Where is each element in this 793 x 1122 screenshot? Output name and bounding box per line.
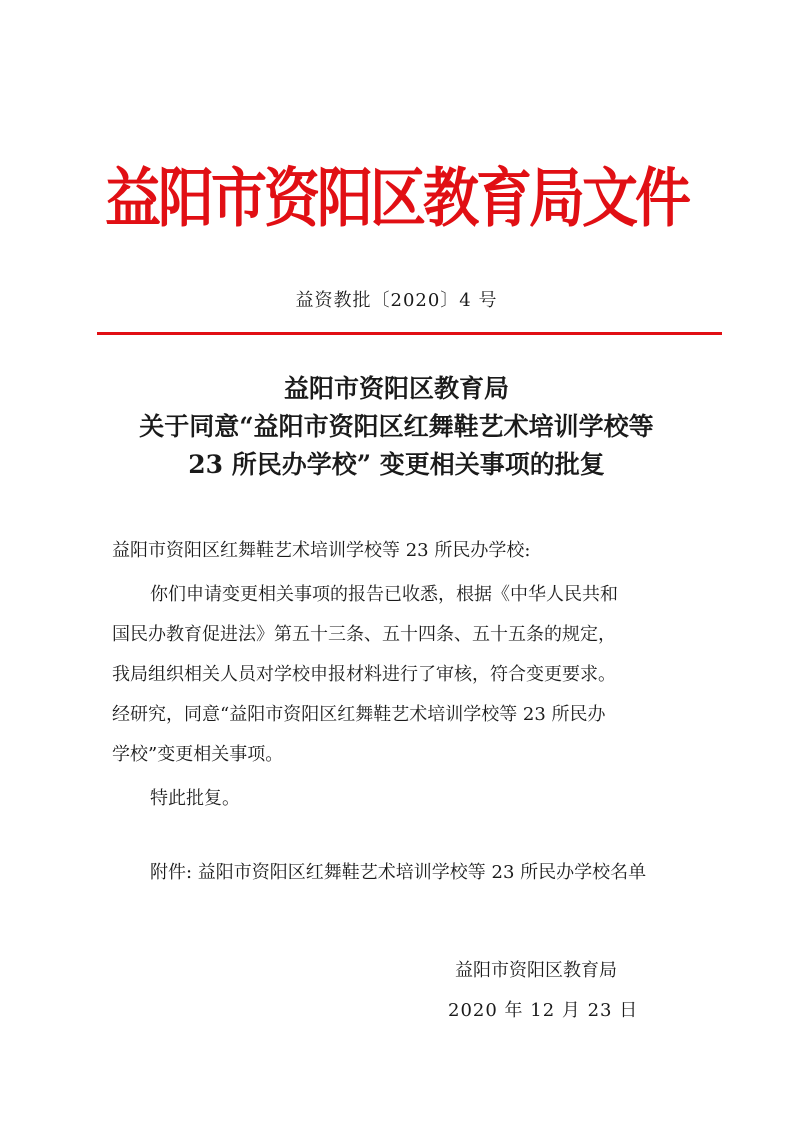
- signing-organization: 益阳市资阳区教育局: [455, 960, 617, 981]
- title-line-1: 益阳市资阳区教育局: [283, 374, 509, 403]
- signing-date: 2020 年 12 月 23 日: [448, 1000, 639, 1021]
- paragraph-line: 学校”变更相关事项。: [112, 744, 284, 765]
- attachment-note: 附件: 益阳市资阳区红舞鞋艺术培训学校等 23 所民办学校名单: [150, 862, 647, 883]
- closing-remark: 特此批复。: [150, 788, 240, 809]
- title-line-3: 23 所民办学校” 变更相关事项的批复: [188, 450, 605, 479]
- paragraph-line: 我局组织相关人员对学校申报材料进行了审核，符合变更要求。: [112, 664, 616, 685]
- paragraph-line: 你们申请变更相关事项的报告已收悉，根据《中华人民共和: [150, 584, 618, 605]
- red-divider-line: [97, 332, 722, 335]
- document-title: [40, 370, 753, 484]
- document-number: 益资教批〔2020〕4 号: [295, 290, 498, 311]
- paragraph-line: 国民办教育促进法》第五十三条、五十四条、五十五条的规定，: [112, 624, 616, 645]
- title-line-2: 关于同意“益阳市资阳区红舞鞋艺术培训学校等: [139, 412, 654, 441]
- salutation: 益阳市资阳区红舞鞋艺术培训学校等 23 所民办学校:: [112, 540, 531, 561]
- paragraph-line: 经研究，同意“益阳市资阳区红舞鞋艺术培训学校等 23 所民办: [112, 704, 606, 725]
- masthead-title: 益阳市资阳区教育局文件: [105, 162, 688, 237]
